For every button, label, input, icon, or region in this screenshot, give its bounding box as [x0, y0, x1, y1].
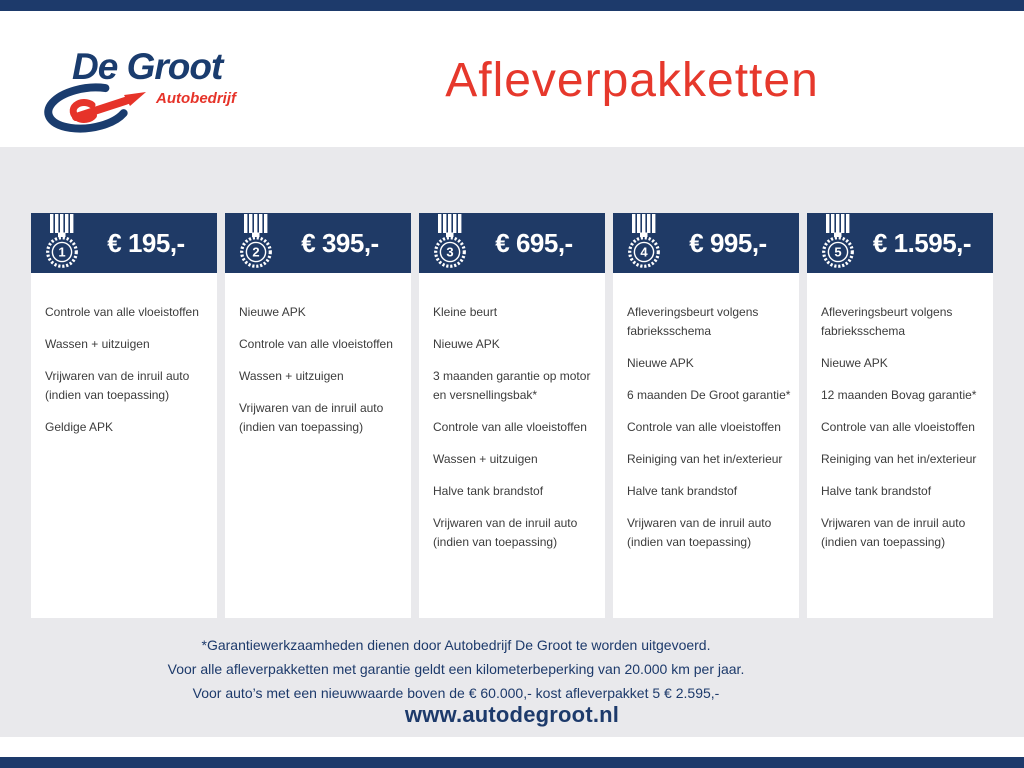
- package-item-list: [807, 273, 993, 552]
- package-item: Halve tank brandstof: [821, 484, 932, 498]
- package-card-5: [807, 213, 993, 618]
- medal-icon: [625, 214, 663, 270]
- medal-number: 5: [834, 244, 842, 260]
- package-item: 3 maanden garantie op motor en versnellingsbak*: [433, 369, 591, 402]
- package-item: Halve tank brandstof: [627, 484, 738, 498]
- package-header: [613, 213, 799, 273]
- package-item: Vrijwaren van de inruil auto (indien van toepassing): [433, 516, 578, 549]
- package-columns: [31, 213, 993, 618]
- package-item: Controle van alle vloeistoffen: [239, 337, 393, 351]
- logo-name: De Groot: [72, 46, 223, 87]
- company-logo: [36, 46, 238, 134]
- package-item: Vrijwaren van de inruil auto (indien van toepassing): [627, 516, 772, 549]
- package-card-2: [225, 213, 411, 618]
- package-item: Controle van alle vloeistoffen: [433, 420, 587, 434]
- package-item: Geldige APK: [45, 420, 114, 434]
- package-item: Wassen + uitzuigen: [433, 452, 538, 466]
- package-header: [419, 213, 605, 273]
- top-accent-bar: [0, 0, 1024, 11]
- medal-number: 1: [58, 244, 66, 260]
- package-item-list: [31, 273, 217, 437]
- package-item: Nieuwe APK: [433, 337, 500, 351]
- medal-icon: [43, 214, 81, 270]
- package-item: 12 maanden Bovag garantie*: [821, 388, 977, 402]
- package-price: € 695,-: [495, 227, 573, 258]
- footnote-line: Voor auto’s met een nieuwwaarde boven de € 60.000,- kost afleverpakket 5 € 2.595,-: [192, 685, 720, 701]
- package-card-4: [613, 213, 799, 618]
- package-item: Wassen + uitzuigen: [239, 369, 344, 383]
- package-item: Vrijwaren van de inruil auto (indien van toepassing): [239, 401, 384, 434]
- package-item: Vrijwaren van de inruil auto (indien van toepassing): [821, 516, 966, 549]
- medal-icon: [237, 214, 275, 270]
- footnote-line: Voor alle afleverpakketten met garantie geldt een kilometerbeperking van 20.000 km per jaar.: [167, 661, 745, 677]
- package-item: Controle van alle vloeistoffen: [45, 305, 199, 319]
- bottom-accent-bar: [0, 757, 1024, 768]
- medal-icon: [431, 214, 469, 270]
- package-item: Reiniging van het in/exterieur: [821, 452, 977, 466]
- medal-number: 2: [252, 244, 260, 260]
- package-item: Nieuwe APK: [821, 356, 888, 370]
- package-item: Vrijwaren van de inruil auto (indien van toepassing): [45, 369, 190, 402]
- package-header: [807, 213, 993, 273]
- package-item: Controle van alle vloeistoffen: [627, 420, 781, 434]
- package-price: € 995,-: [689, 227, 767, 258]
- medal-icon: [819, 214, 857, 270]
- packages-area: [0, 147, 1024, 737]
- footnote-line: *Garantiewerkzaamheden dienen door Autobedrijf De Groot te worden uitgevoerd.: [201, 637, 711, 653]
- package-item-list: [613, 273, 799, 552]
- package-item: Controle van alle vloeistoffen: [821, 420, 975, 434]
- package-item: Nieuwe APK: [239, 305, 306, 319]
- package-card-1: [31, 213, 217, 618]
- package-item: Kleine beurt: [433, 305, 498, 319]
- logo-subtitle: Autobedrijf: [156, 90, 236, 107]
- package-item: Wassen + uitzuigen: [45, 337, 150, 351]
- package-item: Afleveringsbeurt volgens fabrieksschema: [821, 305, 953, 338]
- package-price: € 1.595,-: [872, 227, 972, 258]
- package-item-list: [419, 273, 605, 552]
- medal-number: 3: [446, 244, 454, 260]
- medal-number: 4: [640, 244, 648, 260]
- package-header: [31, 213, 217, 273]
- package-card-3: [419, 213, 605, 618]
- package-price: € 195,-: [107, 227, 185, 258]
- page-title: Afleverpakketten: [445, 54, 819, 107]
- footnotes: [0, 633, 912, 705]
- package-item: Nieuwe APK: [627, 356, 694, 370]
- package-item-list: [225, 273, 411, 437]
- package-item: 6 maanden De Groot garantie*: [627, 388, 791, 402]
- website-url[interactable]: www.autodegroot.nl: [404, 702, 620, 727]
- package-price: € 395,-: [301, 227, 379, 258]
- package-item: Reiniging van het in/exterieur: [627, 452, 783, 466]
- package-item: Afleveringsbeurt volgens fabrieksschema: [627, 305, 759, 338]
- package-item: Halve tank brandstof: [433, 484, 544, 498]
- package-header: [225, 213, 411, 273]
